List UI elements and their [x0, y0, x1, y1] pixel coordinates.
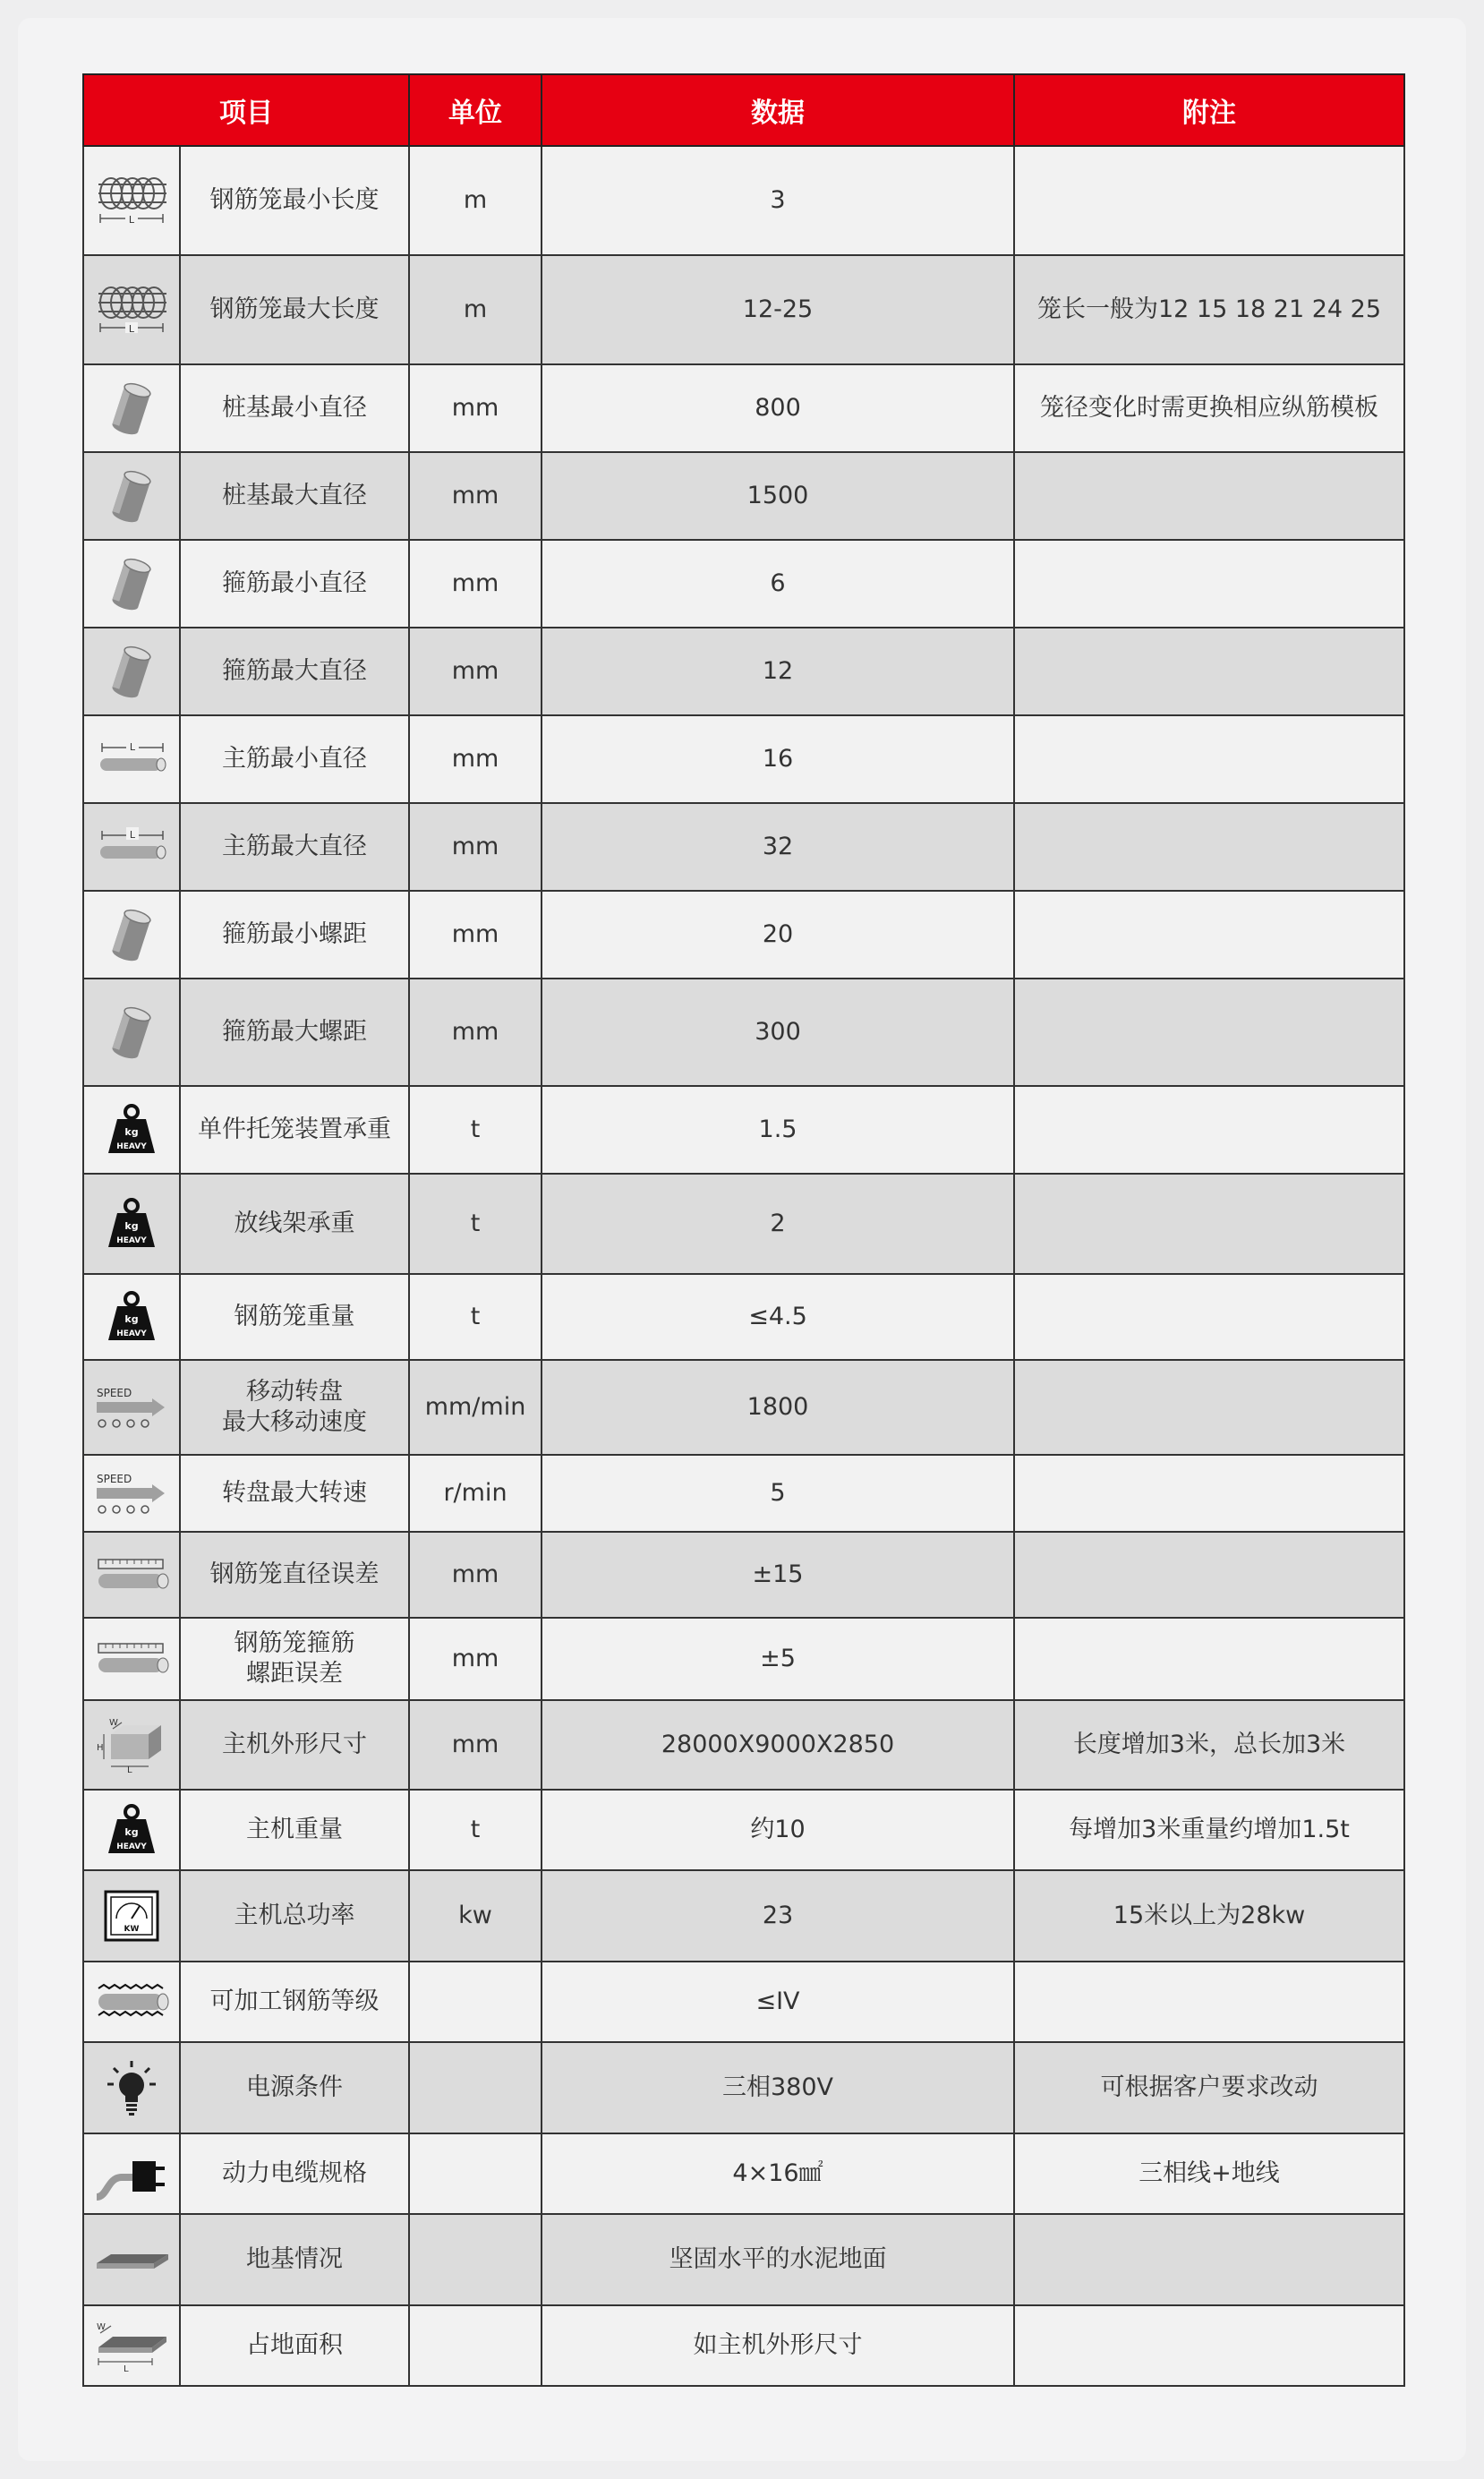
row-value-cell [542, 2214, 1014, 2305]
row-unit-cell [409, 1790, 542, 1870]
cylinder-icon [90, 640, 174, 703]
table-row [83, 1700, 1404, 1790]
power-plug-icon [90, 2145, 174, 2202]
svg-text:W: W [109, 1718, 118, 1728]
row-unit-cell [409, 803, 542, 891]
svg-text:L: L [124, 2364, 129, 2372]
row-item-name-cell [180, 715, 409, 803]
table-row [83, 1870, 1404, 1962]
row-icon-cell [83, 540, 180, 628]
row-icon-cell [83, 1274, 180, 1360]
svg-text:kg: kg [124, 1126, 139, 1138]
row-value-cell [542, 803, 1014, 891]
row-icon-cell [83, 715, 180, 803]
row-note-cell [1014, 2305, 1404, 2386]
table-row [83, 1962, 1404, 2042]
row-value-cell [542, 540, 1014, 628]
row-unit: mm [451, 745, 499, 774]
row-item-name: 钢筋笼最大长度 [209, 295, 380, 324]
row-note: 长度增加3米，总长加3米 [1072, 1731, 1346, 1759]
table-row [83, 540, 1404, 628]
svg-text:kg: kg [124, 1826, 139, 1838]
row-unit: m [463, 186, 488, 215]
rod-length-icon [90, 825, 174, 869]
row-note-cell [1014, 2133, 1404, 2214]
row-item-name: 箍筋最大直径 [222, 657, 367, 686]
row-item-name-cell [180, 891, 409, 979]
weight-icon [90, 1195, 174, 1252]
row-value-cell [542, 1870, 1014, 1962]
ruler-rod-icon [90, 1637, 174, 1681]
row-value: 1500 [746, 482, 809, 510]
row-item-name-cell [180, 1174, 409, 1274]
cylinder-icon [90, 377, 174, 440]
power-meter-icon [90, 1888, 174, 1944]
row-item-name: 电源条件 [246, 2073, 343, 2102]
table-row [83, 146, 1404, 255]
row-icon-cell [83, 1962, 180, 2042]
row-item-name-cell [180, 1870, 409, 1962]
row-item-name-cell [180, 452, 409, 540]
row-value: ≤IV [755, 1987, 800, 2016]
row-value-cell [542, 1962, 1014, 2042]
row-note: 笼长一般为12 15 18 21 24 25 [1036, 295, 1382, 324]
row-value-cell [542, 1086, 1014, 1174]
row-unit: r/min [443, 1479, 507, 1508]
row-value: ±5 [760, 1645, 796, 1673]
row-unit: t [470, 1303, 481, 1331]
row-item-name-cell [180, 540, 409, 628]
row-item-name-cell [180, 1618, 409, 1700]
row-item-name: 占地面积 [246, 2331, 343, 2360]
row-item-name: 钢筋笼重量 [234, 1303, 355, 1331]
row-value-cell [542, 255, 1014, 364]
row-value: 32 [762, 833, 794, 861]
threaded-rod-icon [90, 1979, 174, 2024]
row-value: ≤4.5 [748, 1303, 807, 1331]
table-row [83, 2042, 1404, 2133]
svg-text:L: L [129, 741, 136, 753]
svg-text:L: L [128, 214, 135, 226]
row-unit-cell [409, 1174, 542, 1274]
row-unit: mm [451, 394, 499, 423]
row-value: 3 [770, 186, 786, 215]
row-unit-cell [409, 364, 542, 452]
row-value-cell [542, 715, 1014, 803]
cylinder-icon [90, 552, 174, 615]
row-note-cell [1014, 1532, 1404, 1618]
row-unit: mm [451, 1731, 499, 1759]
row-item-name: 钢筋笼直径误差 [209, 1560, 380, 1589]
box-dimension-icon [90, 1716, 174, 1774]
row-item-name: 桩基最大直径 [222, 482, 367, 510]
row-value: 28000X9000X2850 [661, 1731, 895, 1759]
row-note-cell [1014, 1360, 1404, 1455]
table-row [83, 979, 1404, 1086]
row-item-name-cell [180, 364, 409, 452]
row-note-cell [1014, 2042, 1404, 2133]
cylinder-icon [90, 903, 174, 966]
row-note-cell [1014, 1700, 1404, 1790]
row-note-cell [1014, 628, 1404, 715]
row-value: 4×16㎟ [732, 2159, 823, 2188]
table-row [83, 2305, 1404, 2386]
floor-area-icon [90, 2319, 174, 2372]
svg-text:KW: KW [124, 1925, 140, 1934]
row-icon-cell [83, 1700, 180, 1790]
header-row [83, 74, 1404, 146]
row-item-name: 地基情况 [246, 2245, 343, 2274]
row-icon-cell [83, 891, 180, 979]
row-icon-cell [83, 2042, 180, 2133]
row-icon-cell [83, 1870, 180, 1962]
table-row [83, 452, 1404, 540]
row-item-name-cell [180, 1274, 409, 1360]
weight-icon [90, 1288, 174, 1346]
row-note-cell [1014, 715, 1404, 803]
row-unit: mm [451, 1018, 499, 1047]
row-unit: mm [451, 482, 499, 510]
cage-length-icon [90, 283, 174, 337]
table-row [83, 1532, 1404, 1618]
speed-icon [90, 1468, 174, 1518]
row-item-name-cell [180, 1790, 409, 1870]
table-row [83, 2133, 1404, 2214]
svg-text:L: L [128, 323, 135, 335]
row-note: 笼径变化时需更换相应纵筋模板 [1040, 394, 1378, 423]
row-item-name: 箍筋最小直径 [222, 569, 367, 598]
row-icon-cell [83, 803, 180, 891]
row-note-cell [1014, 2214, 1404, 2305]
row-unit-cell [409, 1274, 542, 1360]
row-value-cell [542, 2133, 1014, 2214]
table-row [83, 364, 1404, 452]
row-value-cell [542, 628, 1014, 715]
weight-icon [90, 1101, 174, 1158]
row-value: 16 [762, 745, 794, 774]
row-note-cell [1014, 1086, 1404, 1174]
row-value-cell [542, 891, 1014, 979]
row-unit: m [463, 295, 488, 324]
row-value-cell [542, 1532, 1014, 1618]
svg-text:L: L [127, 1765, 132, 1774]
row-value: 23 [762, 1902, 794, 1930]
table-row [83, 1618, 1404, 1700]
row-note-cell [1014, 1870, 1404, 1962]
row-value-cell [542, 1790, 1014, 1870]
row-value: 20 [762, 920, 794, 949]
row-value: 三相380V [721, 2073, 833, 2102]
row-unit-cell [409, 628, 542, 715]
svg-text:W: W [97, 2322, 106, 2332]
row-item-name-cell [180, 2305, 409, 2386]
row-value-cell [542, 364, 1014, 452]
row-unit-cell [409, 452, 542, 540]
rod-length-icon [90, 737, 174, 782]
row-unit-cell [409, 146, 542, 255]
row-note-cell [1014, 255, 1404, 364]
row-note-cell [1014, 364, 1404, 452]
header-unit: 单位 [409, 74, 542, 146]
row-unit-cell [409, 1962, 542, 2042]
row-item-name-cell [180, 2042, 409, 2133]
row-icon-cell [83, 452, 180, 540]
header-item: 项目 [83, 74, 409, 146]
row-note-cell [1014, 1174, 1404, 1274]
row-unit-cell [409, 891, 542, 979]
svg-text:kg: kg [124, 1220, 139, 1232]
table-row [83, 891, 1404, 979]
cylinder-icon [90, 1001, 174, 1064]
row-note-cell [1014, 1455, 1404, 1532]
table-row [83, 803, 1404, 891]
svg-text:kg: kg [124, 1313, 139, 1325]
row-item-name-cell [180, 979, 409, 1086]
row-icon-cell [83, 2133, 180, 2214]
row-value-cell [542, 2042, 1014, 2133]
row-value: 坚固水平的水泥地面 [669, 2245, 887, 2274]
row-item-name-cell [180, 1360, 409, 1455]
row-unit: t [470, 1116, 481, 1144]
row-item-name: 钢筋笼箍筋 螺距误差 [234, 1629, 355, 1688]
ruler-rod-icon [90, 1552, 174, 1597]
row-note: 三相线+地线 [1139, 2159, 1280, 2188]
row-unit: mm [451, 1560, 499, 1589]
row-unit: t [470, 1816, 481, 1844]
row-item-name: 单件托笼装置承重 [198, 1116, 391, 1144]
row-note-cell [1014, 891, 1404, 979]
row-item-name: 钢筋笼最小长度 [209, 186, 380, 215]
row-item-name-cell [180, 255, 409, 364]
row-unit-cell [409, 715, 542, 803]
row-value: 12 [762, 657, 794, 686]
svg-text:HEAVY: HEAVY [116, 1236, 147, 1245]
row-icon-cell [83, 1455, 180, 1532]
row-icon-cell [83, 146, 180, 255]
row-item-name-cell [180, 803, 409, 891]
row-value-cell [542, 979, 1014, 1086]
table-row [83, 1455, 1404, 1532]
row-unit: mm [451, 1645, 499, 1673]
row-unit: mm [451, 833, 499, 861]
row-icon-cell [83, 1360, 180, 1455]
row-unit: t [470, 1210, 481, 1238]
row-unit-cell [409, 1700, 542, 1790]
row-note-cell [1014, 979, 1404, 1086]
row-value-cell [542, 146, 1014, 255]
row-value: 6 [770, 569, 786, 598]
row-unit-cell [409, 1618, 542, 1700]
row-unit-cell [409, 2042, 542, 2133]
spec-table [82, 73, 1405, 2387]
table-row [83, 628, 1404, 715]
row-icon-cell [83, 2305, 180, 2386]
row-value: 约10 [750, 1816, 806, 1844]
row-value-cell [542, 1618, 1014, 1700]
speed-icon [90, 1382, 174, 1432]
table-row [83, 1790, 1404, 1870]
header-note: 附注 [1014, 74, 1404, 146]
row-item-name-cell [180, 628, 409, 715]
row-item-name: 箍筋最小螺距 [222, 920, 367, 949]
table-row [83, 715, 1404, 803]
row-unit: mm/min [424, 1393, 526, 1422]
table-row [83, 1086, 1404, 1174]
svg-text:HEAVY: HEAVY [116, 1842, 147, 1851]
row-icon-cell [83, 628, 180, 715]
row-value-cell [542, 1360, 1014, 1455]
row-unit-cell [409, 1532, 542, 1618]
row-value-cell [542, 452, 1014, 540]
row-value: 12-25 [742, 295, 814, 324]
light-bulb-icon [90, 2059, 174, 2116]
row-value: 如主机外形尺寸 [693, 2331, 863, 2360]
row-note: 可根据客户要求改动 [1100, 2073, 1318, 2102]
row-icon-cell [83, 1174, 180, 1274]
row-value: ±15 [752, 1560, 804, 1589]
row-value-cell [542, 1455, 1014, 1532]
svg-text:HEAVY: HEAVY [116, 1142, 147, 1151]
table-row [83, 1274, 1404, 1360]
row-icon-cell [83, 1618, 180, 1700]
row-unit: mm [451, 569, 499, 598]
table-row [83, 1174, 1404, 1274]
row-value-cell [542, 1174, 1014, 1274]
row-unit-cell [409, 540, 542, 628]
row-note: 15米以上为28kw [1113, 1902, 1306, 1930]
row-item-name: 主机重量 [246, 1816, 343, 1844]
row-unit: mm [451, 657, 499, 686]
row-item-name: 放线架承重 [234, 1210, 355, 1238]
cage-length-icon [90, 174, 174, 227]
spec-table-body [83, 146, 1404, 2386]
svg-text:HEAVY: HEAVY [116, 1329, 147, 1338]
row-value: 300 [755, 1018, 801, 1047]
table-row [83, 1360, 1404, 1455]
row-unit: mm [451, 920, 499, 949]
row-note-cell [1014, 452, 1404, 540]
row-note-cell [1014, 146, 1404, 255]
row-item-name: 桩基最小直径 [222, 394, 367, 423]
row-icon-cell [83, 1532, 180, 1618]
row-icon-cell [83, 1790, 180, 1870]
row-item-name: 主机总功率 [234, 1902, 355, 1930]
ground-slab-icon [90, 2242, 174, 2278]
row-value: 2 [770, 1210, 786, 1238]
svg-text:H: H [97, 1743, 104, 1753]
row-icon-cell [83, 979, 180, 1086]
row-item-name-cell [180, 1700, 409, 1790]
header-value: 数据 [542, 74, 1014, 146]
cylinder-icon [90, 465, 174, 527]
row-note-cell [1014, 540, 1404, 628]
row-value: 1.5 [758, 1116, 797, 1144]
weight-icon [90, 1801, 174, 1859]
row-item-name: 主筋最大直径 [222, 833, 367, 861]
row-item-name: 箍筋最大螺距 [222, 1018, 367, 1047]
row-icon-cell [83, 255, 180, 364]
row-note-cell [1014, 1618, 1404, 1700]
row-value: 800 [755, 394, 801, 423]
row-unit-cell [409, 2214, 542, 2305]
row-item-name-cell [180, 1455, 409, 1532]
row-value: 5 [770, 1479, 786, 1508]
row-item-name-cell [180, 2133, 409, 2214]
row-item-name: 主机外形尺寸 [222, 1731, 367, 1759]
row-unit-cell [409, 1360, 542, 1455]
row-item-name: 移动转盘 最大移动速度 [222, 1378, 367, 1436]
row-unit-cell [409, 979, 542, 1086]
table-row [83, 2214, 1404, 2305]
row-note: 每增加3米重量约增加1.5t [1069, 1816, 1350, 1844]
row-note-cell [1014, 1274, 1404, 1360]
row-item-name-cell [180, 1532, 409, 1618]
row-unit-cell [409, 1870, 542, 1962]
row-unit: kw [458, 1902, 492, 1930]
row-unit-cell [409, 255, 542, 364]
row-note-cell [1014, 1790, 1404, 1870]
row-unit-cell [409, 1086, 542, 1174]
row-value-cell [542, 1700, 1014, 1790]
row-value: 1800 [746, 1393, 809, 1422]
row-unit-cell [409, 2305, 542, 2386]
row-item-name: 可加工钢筋等级 [209, 1987, 380, 2016]
row-item-name-cell [180, 2214, 409, 2305]
row-note-cell [1014, 803, 1404, 891]
row-icon-cell [83, 2214, 180, 2305]
svg-text:SPEED: SPEED [97, 1387, 132, 1399]
svg-text:SPEED: SPEED [97, 1473, 132, 1485]
row-item-name: 转盘最大转速 [222, 1479, 367, 1508]
row-item-name-cell [180, 1962, 409, 2042]
row-unit-cell [409, 1455, 542, 1532]
table-row [83, 255, 1404, 364]
svg-text:L: L [129, 829, 136, 841]
row-icon-cell [83, 1086, 180, 1174]
row-item-name: 主筋最小直径 [222, 745, 367, 774]
row-item-name-cell [180, 1086, 409, 1174]
row-unit-cell [409, 2133, 542, 2214]
row-value-cell [542, 1274, 1014, 1360]
row-item-name-cell [180, 146, 409, 255]
row-note-cell [1014, 1962, 1404, 2042]
row-icon-cell [83, 364, 180, 452]
row-value-cell [542, 2305, 1014, 2386]
row-item-name: 动力电缆规格 [222, 2159, 367, 2188]
